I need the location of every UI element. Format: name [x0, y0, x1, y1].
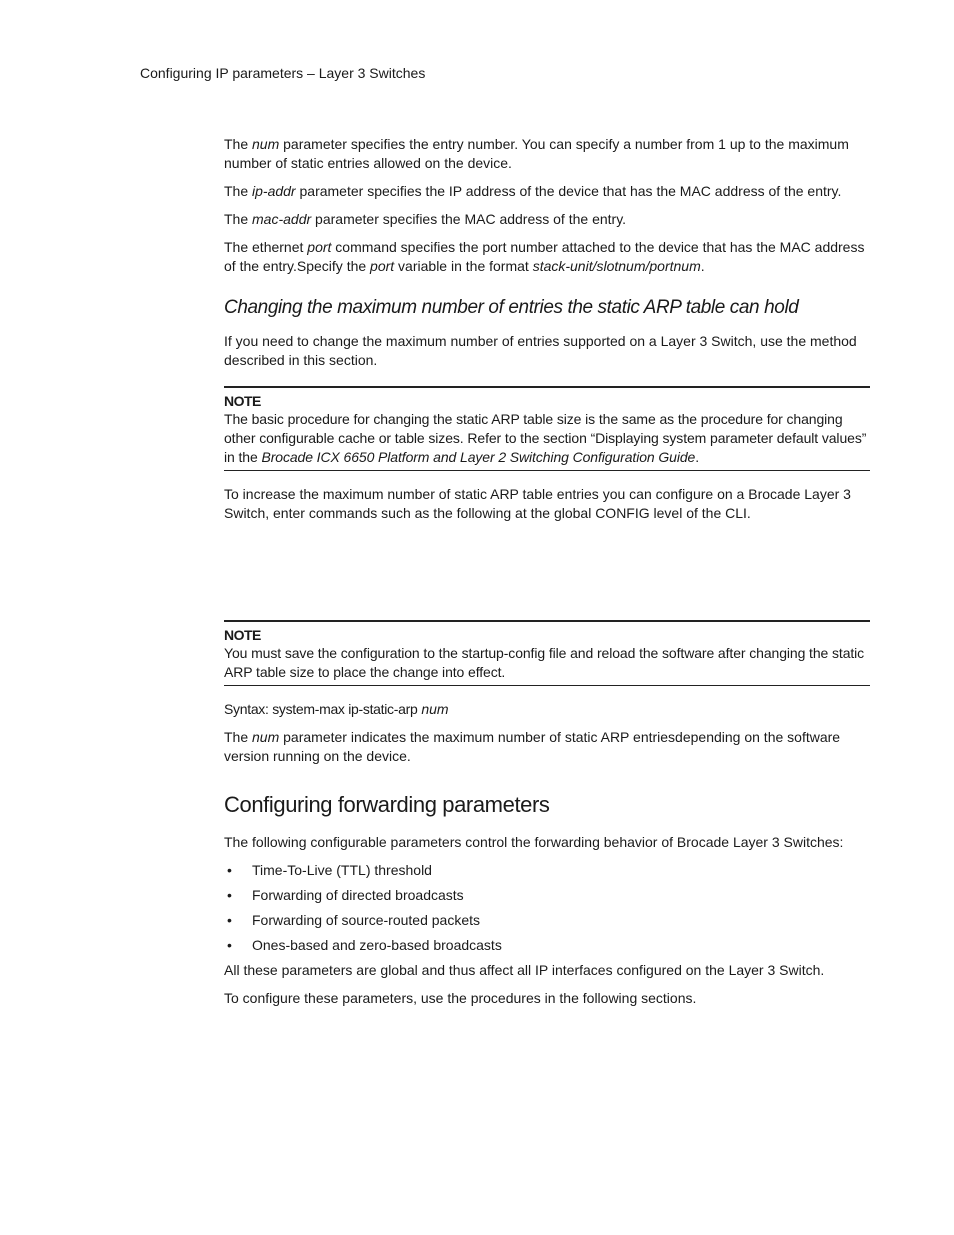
syntax-command: system-max ip-static-arp [272, 701, 418, 717]
paragraph-ip-addr-param: The ip-addr parameter specifies the IP address of the device that has the MAC address of the entry. [224, 183, 842, 199]
note-box [224, 620, 870, 686]
paragraph-num-description: The num parameter indicates the maximum number of static ARP entriesdepending on the software version running on the device. [224, 729, 841, 764]
note-box [224, 386, 870, 471]
param-ip-addr: ip-addr [252, 183, 296, 199]
paragraph-change-entries: If you need to change the maximum number of entries supported on a Layer 3 Switch, use the method described in this section. [224, 333, 857, 368]
paragraph-configure-params: To configure these parameters, use the procedures in the following sections. [224, 990, 697, 1006]
running-header: Configuring IP parameters – Layer 3 Switches [140, 65, 426, 81]
note-text: You must save the configuration to the startup-config file and reload the software after changing the static ARP table size to place the change into effect. [224, 645, 865, 680]
list-item: • Forwarding of source-routed packets [224, 911, 870, 930]
section-heading: Configuring forwarding parameters [224, 792, 550, 817]
note-text: The basic procedure for changing the static ARP table size is the same as the procedure for changing other configurable cache or table sizes. Refer to the section “Displaying system parameter default values” in the Brocade ICX 6650 Platform and Layer 2 Switching Configuration Guide. [224, 411, 867, 465]
syntax-label: Syntax: [224, 701, 273, 717]
param-mac-addr: mac-addr [252, 211, 312, 227]
param-num: num [252, 136, 280, 152]
list-item: • Time-To-Live (TTL) threshold [224, 861, 870, 880]
list-item: • Forwarding of directed broadcasts [224, 886, 870, 905]
bullet-list [224, 861, 870, 955]
paragraph-global-params: All these parameters are global and thus affect all IP interfaces configured on the Layer 3 Switch. [224, 962, 825, 978]
note-label: NOTE [224, 393, 261, 409]
guide-title: Brocade ICX 6650 Platform and Layer 2 Switching Configuration Guide [261, 449, 696, 465]
paragraph-num-param: The num parameter specifies the entry number. You can specify a number from 1 up to the maximum number of static entries allowed on the device. [224, 136, 849, 171]
syntax-param: num [421, 701, 449, 717]
paragraph-forwarding-intro: The following configurable parameters control the forwarding behavior of Brocade Layer 3 Switches: [224, 834, 844, 850]
note-label: NOTE [224, 627, 261, 643]
subsection-heading: Changing the maximum number of entries the static ARP table can hold [224, 297, 799, 318]
page-content [224, 135, 870, 1017]
paragraph-increase-entries: To increase the maximum number of static ARP table entries you can configure on a Brocade Layer 3 Switch, enter commands such as the following at the global CONFIG level of the CLI. [224, 486, 851, 521]
keyword-ethernet: ethernet [252, 239, 304, 255]
command-example-area [224, 532, 870, 604]
syntax-line [224, 700, 870, 719]
paragraph-mac-addr-param: The mac-addr parameter specifies the MAC address of the entry. [224, 211, 627, 227]
list-item: • Ones-based and zero-based broadcasts [224, 936, 870, 955]
paragraph-ethernet-port: The ethernet port command specifies the port number attached to the device that has the MAC address of the entry.Specify the port variable in the format stack-unit/slotnum/portnum. [224, 239, 865, 274]
